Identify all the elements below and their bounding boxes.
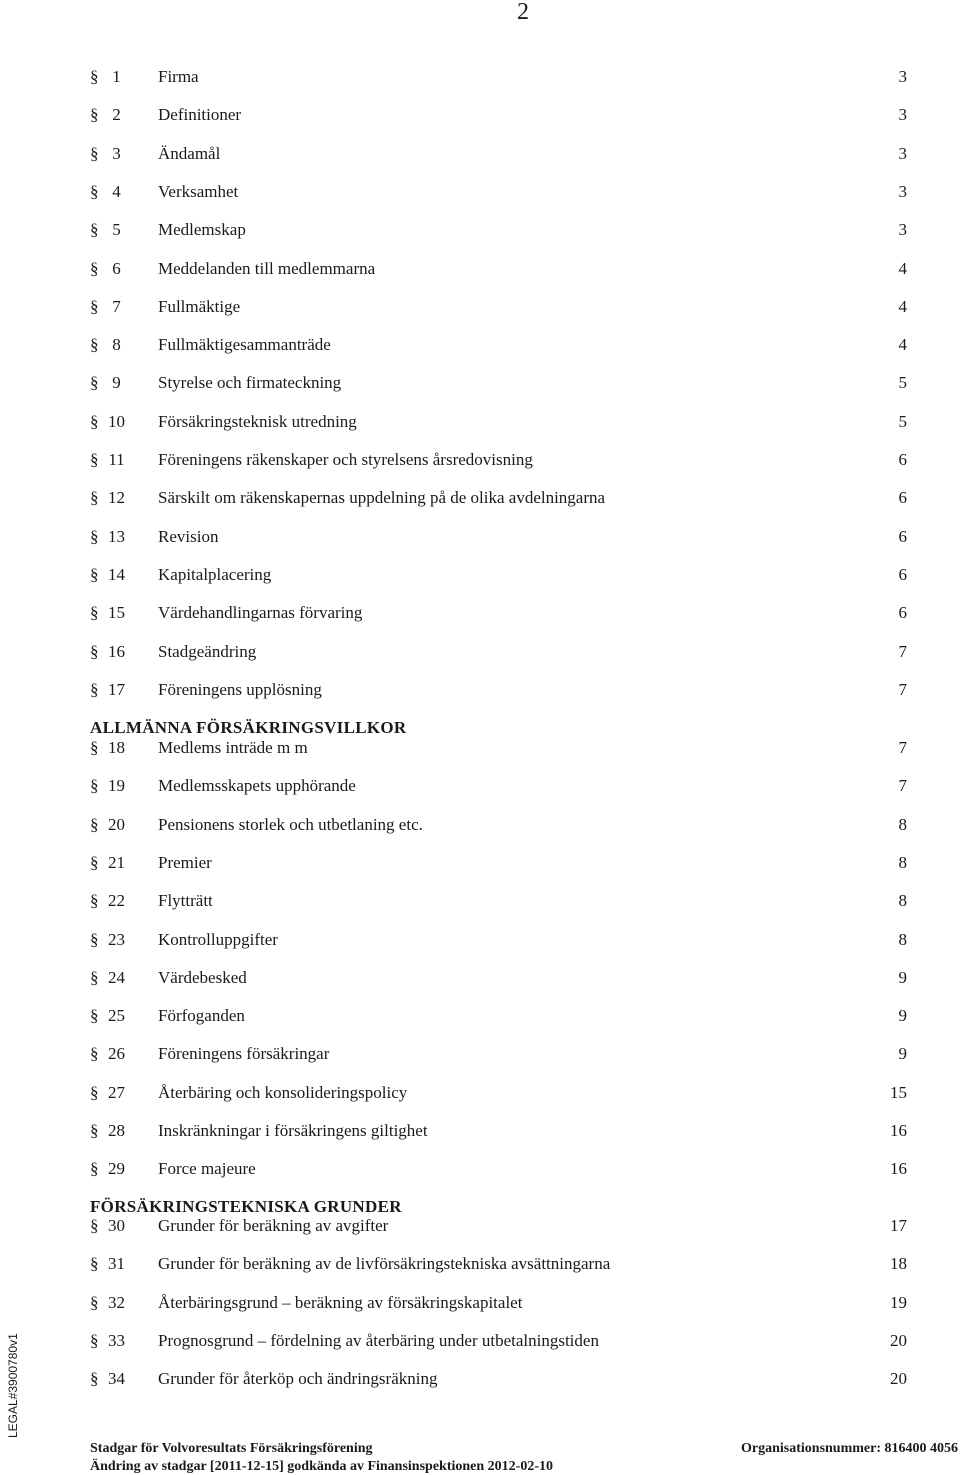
toc-entry-number: 3: [112, 144, 121, 163]
toc-entry-page: 6: [898, 603, 907, 622]
section-symbol: §: [90, 1331, 99, 1350]
toc-entry-page: 4: [898, 297, 907, 316]
toc-entry-title: Värdebesked: [158, 968, 247, 987]
toc-entry-title: Fullmäktige: [158, 297, 241, 316]
section-symbol: §: [90, 1254, 99, 1273]
section-symbol: §: [90, 67, 99, 86]
toc-entry-page: 20: [890, 1369, 907, 1388]
toc-entry-title: Ändamål: [158, 144, 221, 163]
toc-entry-title: Fullmäktigesammanträde: [158, 335, 331, 354]
toc-entry-number: 21: [108, 853, 125, 872]
toc-entry-page: 19: [890, 1293, 907, 1312]
toc-entry-page: 4: [898, 259, 907, 278]
toc-entry-title: Grunder för beräkning av de livförsäkringstekniska avsättningarna: [158, 1254, 611, 1273]
section-symbol: §: [90, 182, 99, 201]
toc-entry-title: Medlemsskapets upphörande: [158, 776, 356, 795]
toc-entry-number: 7: [112, 297, 121, 316]
section-symbol: §: [90, 815, 99, 834]
toc-entry[interactable]: [90, 103, 910, 127]
toc-entry-number: 6: [112, 259, 121, 278]
section-symbol: §: [90, 1006, 99, 1025]
toc-entry-number: 15: [108, 603, 125, 622]
toc-entry[interactable]: [90, 678, 910, 702]
section-symbol: §: [90, 450, 99, 469]
toc-entry[interactable]: [90, 1329, 910, 1353]
section-symbol: §: [90, 527, 99, 546]
toc-entry-title: Föreningens räkenskaper och styrelsens årsredovisning: [158, 450, 533, 469]
toc-entry[interactable]: [90, 1119, 910, 1143]
toc-entry-number: 26: [108, 1044, 125, 1063]
toc-entry[interactable]: [90, 1367, 910, 1391]
toc-entry-page: 16: [890, 1121, 907, 1140]
toc-entry[interactable]: [90, 1042, 910, 1066]
toc-entry-number: 14: [108, 565, 125, 584]
section-symbol: §: [90, 297, 99, 316]
footer-document-title: Stadgar för Volvoresultats Försäkringsförening: [90, 1441, 373, 1456]
toc-entry-number: 22: [108, 891, 125, 910]
toc-entry-title: Firma: [158, 67, 199, 86]
section-symbol: §: [90, 891, 99, 910]
toc-entry-page: 8: [898, 891, 907, 910]
section-heading-general-terms: ALLMÄNNA FÖRSÄKRINGSVILLKOR: [90, 718, 407, 737]
section-symbol: §: [90, 1044, 99, 1063]
toc-entry-title: Inskränkningar i försäkringens giltighet: [158, 1121, 428, 1140]
toc-entry-page: 8: [898, 815, 907, 834]
toc-entry-number: 28: [108, 1121, 125, 1140]
section-heading-technical-basis: FÖRSÄKRINGSTEKNISKA GRUNDER: [90, 1197, 402, 1216]
section-symbol: §: [90, 144, 99, 163]
toc-entry-number: 2: [112, 105, 121, 124]
toc-entry-page: 3: [898, 67, 907, 86]
toc-entry-number: 32: [108, 1293, 125, 1312]
toc-entry[interactable]: [90, 448, 910, 472]
toc-entry-title: Medlemskap: [158, 220, 246, 239]
toc-entry-page: 18: [890, 1254, 907, 1273]
toc-entry-number: 1: [112, 67, 121, 86]
toc-entry[interactable]: [90, 65, 910, 89]
toc-entry-number: 24: [108, 968, 125, 987]
section-symbol: §: [90, 603, 99, 622]
toc-entry[interactable]: [90, 1081, 910, 1105]
section-symbol: §: [90, 1293, 99, 1312]
toc-entry-title: Prognosgrund – fördelning av återbäring under utbetalningstiden: [158, 1331, 599, 1350]
section-symbol: §: [90, 930, 99, 949]
section-symbol: §: [90, 968, 99, 987]
toc-entry-page: 7: [898, 680, 907, 699]
toc-entry-number: 27: [108, 1083, 125, 1102]
section-symbol: §: [90, 220, 99, 239]
toc-entry-title: Stadgeändring: [158, 642, 257, 661]
section-symbol: §: [90, 412, 99, 431]
section-symbol: §: [90, 776, 99, 795]
document-reference-stamp: LEGAL#3900780v1: [6, 1333, 20, 1438]
toc-entry-page: 3: [898, 144, 907, 163]
toc-entry-number: 5: [112, 220, 121, 239]
toc-entry-number: 19: [108, 776, 125, 795]
toc-entry-number: 16: [108, 642, 125, 661]
toc-entry-page: 6: [898, 450, 907, 469]
toc-entry-page: 3: [898, 220, 907, 239]
toc-entry-title: Försäkringsteknisk utredning: [158, 412, 357, 431]
toc-entry-page: 9: [898, 1044, 907, 1063]
toc-entry-page: 5: [898, 373, 907, 392]
toc-entry[interactable]: [90, 371, 910, 395]
toc-entry-title: Föreningens försäkringar: [158, 1044, 330, 1063]
toc-entry[interactable]: [90, 180, 910, 204]
toc-entry-number: 33: [108, 1331, 125, 1350]
section-symbol: §: [90, 488, 99, 507]
toc-entry-page: 15: [890, 1083, 907, 1102]
toc-entry[interactable]: [90, 736, 910, 760]
toc-entry-number: 18: [108, 738, 125, 757]
footer-organisation-number: Organisationsnummer: 816400 4056: [741, 1441, 958, 1456]
section-symbol: §: [90, 1369, 99, 1388]
toc-entry[interactable]: [90, 295, 910, 319]
toc-entry-page: 8: [898, 930, 907, 949]
toc-entry-number: 11: [108, 450, 125, 469]
section-symbol: §: [90, 259, 99, 278]
section-symbol: §: [90, 105, 99, 124]
toc-entry-title: Återbäring och konsolideringspolicy: [158, 1083, 408, 1102]
toc-entry-title: Definitioner: [158, 105, 242, 124]
toc-entry-number: 9: [112, 373, 121, 392]
page-number: 2: [517, 0, 529, 25]
section-symbol: §: [90, 642, 99, 661]
toc-entry[interactable]: [90, 1004, 910, 1028]
toc-entry[interactable]: [90, 1157, 910, 1181]
section-symbol: §: [90, 1159, 99, 1178]
toc-entry-number: 4: [112, 182, 121, 201]
toc-entry-title: Pensionens storlek och utbetlaning etc.: [158, 815, 423, 834]
toc-entry[interactable]: [90, 1252, 910, 1276]
toc-entry-page: 20: [890, 1331, 907, 1350]
toc-entry-page: 6: [898, 527, 907, 546]
toc-entry-page: 8: [898, 853, 907, 872]
toc-entry-title: Styrelse och firmateckning: [158, 373, 342, 392]
toc-entry[interactable]: [90, 966, 910, 990]
toc-entry-number: 8: [112, 335, 121, 354]
toc-entry[interactable]: [90, 640, 910, 664]
toc-entry-number: 23: [108, 930, 125, 949]
toc-entry-page: 7: [898, 738, 907, 757]
toc-entry-number: 34: [108, 1369, 125, 1388]
toc-entry[interactable]: [90, 257, 910, 281]
toc-entry-title: Force majeure: [158, 1159, 256, 1178]
toc-entry-number: 29: [108, 1159, 125, 1178]
toc-entry-page: 16: [890, 1159, 907, 1178]
toc-entry-title: Värdehandlingarnas förvaring: [158, 603, 363, 622]
toc-entry[interactable]: [90, 601, 910, 625]
toc-entry-title: Särskilt om räkenskapernas uppdelning på de olika avdelningarna: [158, 488, 606, 507]
toc-entry-title: Medlems inträde m m: [158, 738, 308, 757]
toc-entry-title: Flytträtt: [158, 891, 213, 910]
toc-entry[interactable]: [90, 928, 910, 952]
toc-entry[interactable]: [90, 1291, 910, 1315]
toc-entry[interactable]: [90, 410, 910, 434]
toc-entry-title: Föreningens upplösning: [158, 680, 322, 699]
toc-entry-page: 3: [898, 105, 907, 124]
toc-entry[interactable]: [90, 563, 910, 587]
toc-entry-title: Verksamhet: [158, 182, 239, 201]
toc-entry-number: 25: [108, 1006, 125, 1025]
section-symbol: §: [90, 738, 99, 757]
toc-entry-number: 30: [108, 1216, 125, 1235]
toc-entry[interactable]: [90, 851, 910, 875]
toc-entry[interactable]: [90, 525, 910, 549]
toc-entry[interactable]: [90, 218, 910, 242]
section-symbol: §: [90, 853, 99, 872]
toc-entry-page: 3: [898, 182, 907, 201]
toc-entry-title: Grunder för återköp och ändringsräkning: [158, 1369, 438, 1388]
section-symbol: §: [90, 1216, 99, 1235]
toc-entry[interactable]: [90, 889, 910, 913]
toc-entry-number: 13: [108, 527, 125, 546]
toc-entry[interactable]: [90, 486, 910, 510]
toc-entry-page: 5: [898, 412, 907, 431]
toc-entry-page: 7: [898, 642, 907, 661]
toc-entry-number: 20: [108, 815, 125, 834]
section-symbol: §: [90, 1121, 99, 1140]
toc-entry-title: Kontrolluppgifter: [158, 930, 278, 949]
toc-entry-title: Meddelanden till medlemmarna: [158, 259, 376, 278]
toc-entry-number: 17: [108, 680, 125, 699]
toc-entry-page: 6: [898, 488, 907, 507]
section-symbol: §: [90, 1083, 99, 1102]
toc-entry[interactable]: [90, 1214, 910, 1238]
toc-entry-number: 31: [108, 1254, 125, 1273]
toc-entry[interactable]: [90, 333, 910, 357]
toc-entry-page: 6: [898, 565, 907, 584]
toc-entry[interactable]: [90, 774, 910, 798]
toc-entry-number: 10: [108, 412, 125, 431]
toc-entry-page: 9: [898, 1006, 907, 1025]
toc-entry-number: 12: [108, 488, 125, 507]
toc-entry-title: Återbäringsgrund – beräkning av försäkringskapitalet: [158, 1293, 523, 1312]
section-symbol: §: [90, 373, 99, 392]
section-symbol: §: [90, 565, 99, 584]
toc-entry-page: 9: [898, 968, 907, 987]
toc-entry-title: Premier: [158, 853, 212, 872]
toc-entry-title: Revision: [158, 527, 219, 546]
footer-amendment-note: Ändring av stadgar [2011-12-15] godkända av Finansinspektionen 2012-02-10: [90, 1459, 553, 1474]
toc-entry-title: Förfoganden: [158, 1006, 245, 1025]
toc-entry-page: 7: [898, 776, 907, 795]
toc-entry-title: Kapitalplacering: [158, 565, 272, 584]
toc-entry[interactable]: [90, 142, 910, 166]
toc-entry[interactable]: [90, 813, 910, 837]
section-symbol: §: [90, 680, 99, 699]
toc-entry-page: 4: [898, 335, 907, 354]
section-symbol: §: [90, 335, 99, 354]
toc-entry-page: 17: [890, 1216, 907, 1235]
toc-entry-title: Grunder för beräkning av avgifter: [158, 1216, 389, 1235]
